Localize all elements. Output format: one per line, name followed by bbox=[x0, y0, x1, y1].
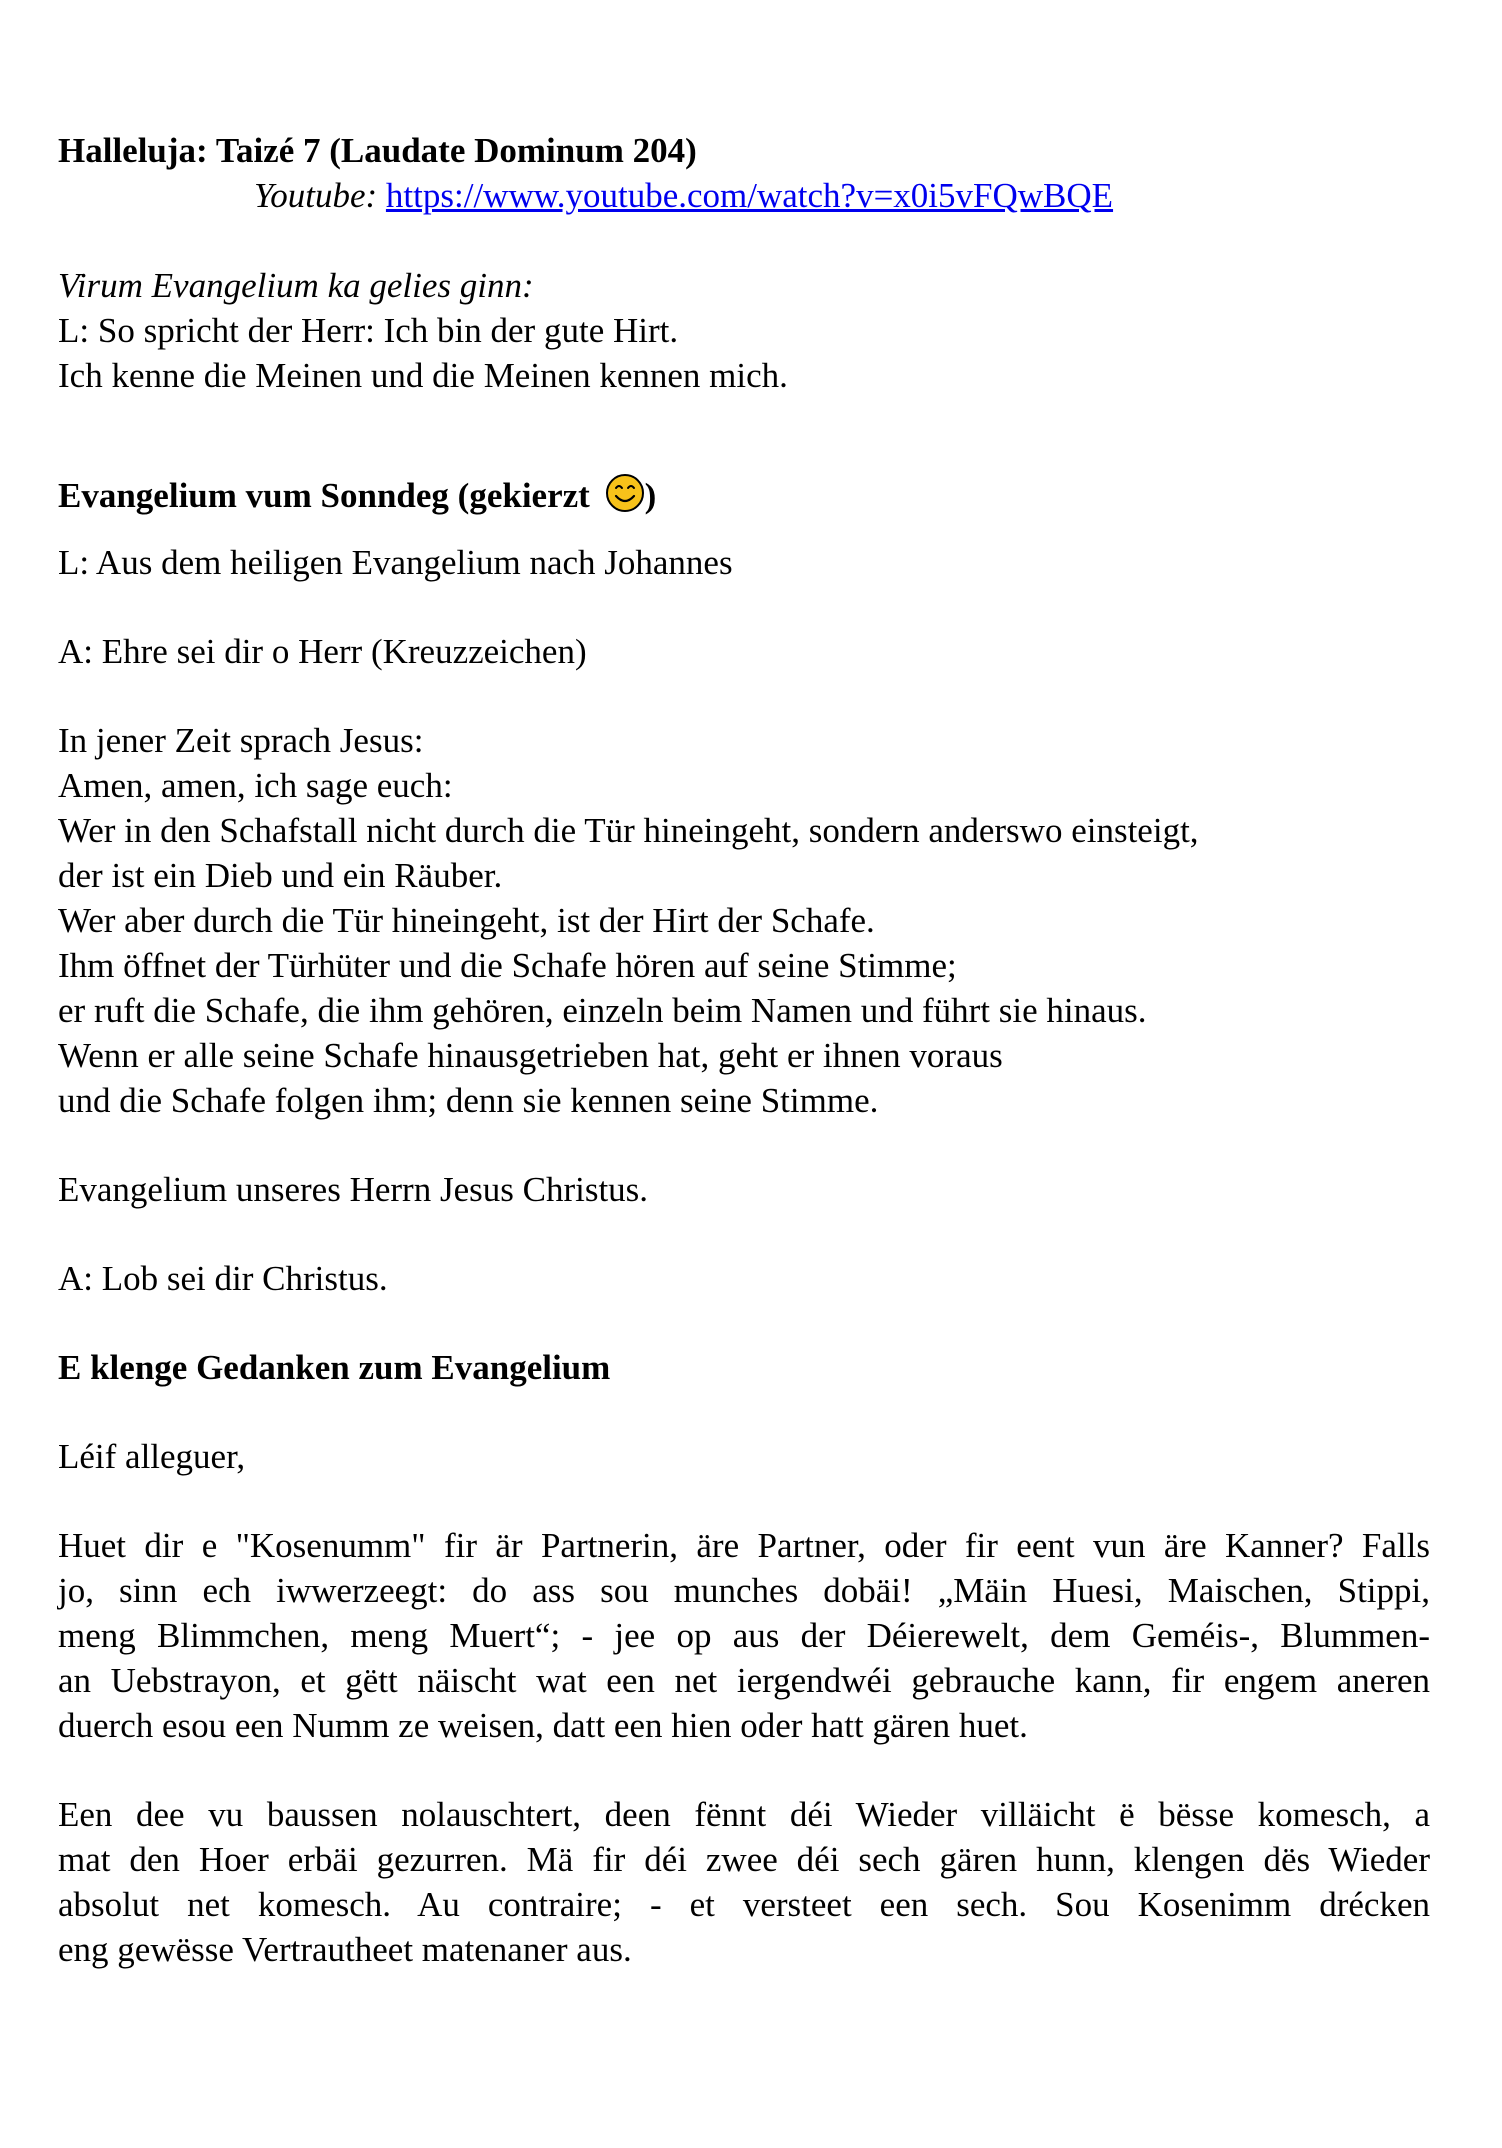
gospel-text-line: Ihm öffnet der Türhüter und die Schafe hören auf seine Stimme; bbox=[58, 946, 957, 985]
document-page bbox=[58, 128, 1430, 1972]
gospel-text-line: Wer in den Schafstall nicht durch die Tür hineingeht, sondern anderswo einsteigt, bbox=[58, 811, 1199, 850]
reflection-paragraph-2 bbox=[58, 1792, 1430, 1972]
paragraph-line: Huet dir e "Kosenumm" fir är Partnerin, äre Partner, oder fir eent vun äre Kanner? Falls bbox=[58, 1526, 1430, 1565]
gospel-text-line: Wenn er alle seine Schafe hinausgetrieben hat, geht er ihnen voraus bbox=[58, 1036, 1003, 1075]
paragraph-line: duerch esou een Numm ze weisen, datt een hien oder hatt gären huet. bbox=[58, 1706, 1028, 1745]
reflection-heading: E klenge Gedanken zum Evangelium bbox=[58, 1348, 611, 1387]
youtube-line bbox=[58, 173, 1430, 218]
paragraph-line: an Uebstrayon, et gëtt näischt wat een net iergendwéi gebrauche kann, fir engem aneren bbox=[58, 1661, 1430, 1700]
gospel-heading-close: ) bbox=[644, 476, 657, 515]
gospel-text-line: Amen, amen, ich sage euch: bbox=[58, 766, 453, 805]
verse-line: Ich kenne die Meinen und die Meinen kennen mich. bbox=[58, 356, 788, 395]
gospel-heading-text: Evangelium vum Sonndeg (gekierzt bbox=[58, 476, 599, 515]
verse-intro: Virum Evangelium ka gelies ginn: bbox=[58, 266, 534, 305]
paragraph-line: absolut net komesch. Au contraire; - et versteet een sech. Sou Kosenimm drécken bbox=[58, 1885, 1430, 1924]
gospel-response: A: Ehre sei dir o Herr (Kreuzzeichen) bbox=[58, 632, 587, 671]
paragraph-line: meng Blimmchen, meng Muert“; - jee op aus der Déierewelt, dem Geméis-, Blummen- bbox=[58, 1616, 1430, 1655]
reflection-greeting: Léif alleguer, bbox=[58, 1437, 246, 1476]
gospel-text bbox=[58, 718, 1430, 1123]
gospel-text-line: In jener Zeit sprach Jesus: bbox=[58, 721, 424, 760]
paragraph-line: Een dee vu baussen nolauschtert, deen fënnt déi Wieder villäicht ë bësse komesch, a bbox=[58, 1795, 1430, 1834]
gospel-text-line: Wer aber durch die Tür hineingeht, ist der Hirt der Schafe. bbox=[58, 901, 875, 940]
gospel-text-line: er ruft die Schafe, die ihm gehören, einzeln beim Namen und führt sie hinaus. bbox=[58, 991, 1147, 1030]
paragraph-line: mat den Hoer erbäi gezurren. Mä fir déi zwee déi sech gären hunn, klengen dës Wieder bbox=[58, 1840, 1430, 1879]
halleluja-title: Halleluja: Taizé 7 (Laudate Dominum 204) bbox=[58, 131, 697, 170]
paragraph-line: jo, sinn ech iwwerzeegt: do ass sou munches dobäi! „Mäin Huesi, Maischen, Stippi, bbox=[58, 1571, 1430, 1610]
verse-line: L: So spricht der Herr: Ich bin der gute Hirt. bbox=[58, 311, 679, 350]
reflection-paragraph-1 bbox=[58, 1523, 1430, 1748]
youtube-label: Youtube: bbox=[254, 176, 386, 215]
gospel-text-line: und die Schafe folgen ihm; denn sie kennen seine Stimme. bbox=[58, 1081, 879, 1120]
gospel-intro: L: Aus dem heiligen Evangelium nach Johannes bbox=[58, 543, 733, 582]
gospel-closing-response: A: Lob sei dir Christus. bbox=[58, 1259, 388, 1298]
smiling-face-icon bbox=[605, 473, 645, 513]
gospel-closing: Evangelium unseres Herrn Jesus Christus. bbox=[58, 1170, 649, 1209]
youtube-link[interactable]: https://www.youtube.com/watch?v=x0i5vFQwBQE bbox=[385, 176, 1114, 215]
gospel-text-line: der ist ein Dieb und ein Räuber. bbox=[58, 856, 503, 895]
paragraph-line: eng gewësse Vertrautheet matenaner aus. bbox=[58, 1930, 632, 1969]
gospel-heading bbox=[58, 473, 1430, 518]
